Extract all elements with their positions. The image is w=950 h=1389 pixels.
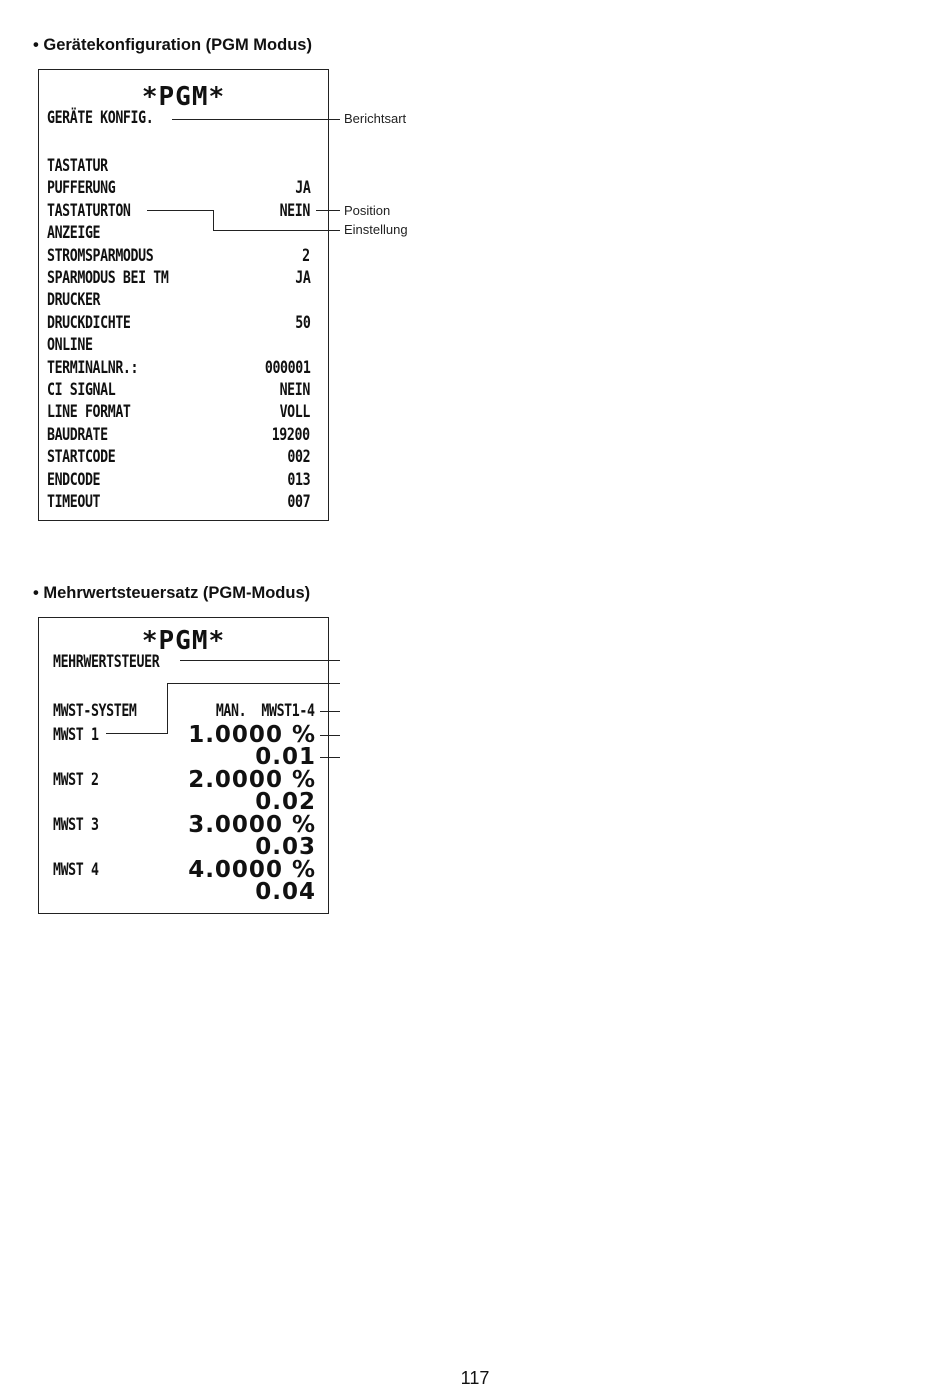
config-row-label: TASTATUR: [47, 156, 108, 176]
vat-rate: 1.0000 %: [188, 722, 316, 748]
vat-label: MWST 4: [53, 860, 99, 880]
section-heading-device-config: • Gerätekonfiguration (PGM Modus): [33, 36, 312, 54]
callout-setting: Einstellung: [344, 222, 408, 237]
section-heading-vat-rate: • Mehrwertsteuersatz (PGM-Modus): [33, 584, 311, 602]
config-row-value: 50: [294, 312, 310, 333]
config-row-label: DRUCKDICHTE: [47, 312, 131, 333]
vat-system-value: MAN. MWST1-4: [216, 701, 315, 721]
vat-label: MWST 1: [53, 725, 99, 745]
config-row-value: NEIN: [279, 200, 310, 221]
config-row-label: ANZEIGE: [47, 223, 101, 244]
config-row-value: NEIN: [279, 380, 310, 400]
vat-label: MWST 3: [53, 815, 99, 835]
config-row-value: 19200: [272, 424, 310, 445]
config-row-label: DRUCKER: [47, 290, 101, 311]
config-row-label: ENDCODE: [47, 469, 101, 490]
vat-rate: 4.0000 %: [188, 857, 316, 883]
callout-report-type: Berichtsart: [344, 111, 407, 126]
config-row-value: 002: [287, 447, 310, 468]
config-row-label: SPARMODUS BEI TM: [47, 268, 169, 288]
config-row-label: PUFFERUNG: [47, 178, 116, 199]
config-row-label: BAUDRATE: [47, 424, 108, 445]
config-row-label: TERMINALNR.:: [47, 357, 139, 378]
receipt-vat: [38, 617, 329, 914]
vat-rate: 3.0000 %: [188, 812, 316, 838]
report-type-label: MEHRWERTSTEUER: [53, 652, 160, 672]
leader-line-position-c: [213, 230, 340, 231]
vat-amount: 0.04: [255, 879, 316, 905]
config-row-label: TASTATURTON: [47, 200, 131, 221]
vat-rate: 2.0000 %: [188, 767, 316, 793]
config-row-value: 000001: [264, 357, 310, 378]
config-row-label: STROMSPARMODUS: [47, 245, 154, 266]
config-row-label: STARTCODE: [47, 447, 116, 468]
config-row-value: VOLL: [279, 402, 310, 423]
leader-line-position-b: [213, 210, 214, 230]
page-number: 117: [460, 1368, 490, 1388]
leader-line-report-type: [172, 119, 340, 120]
config-row-value: 007: [287, 492, 310, 512]
config-row-value: JA: [294, 268, 310, 288]
config-row-value: JA: [294, 178, 310, 199]
config-row-label: CI SIGNAL: [47, 380, 116, 400]
vat-amount: 0.01: [255, 744, 316, 770]
config-row-label: ONLINE: [47, 335, 93, 356]
leader-line-system-value: [320, 711, 340, 712]
config-row-label: LINE FORMAT: [47, 402, 131, 423]
receipt-title: *PGM*: [141, 82, 226, 112]
leader-line-setting: [316, 210, 340, 211]
vat-label: MWST 2: [53, 770, 99, 790]
callout-position: Position: [344, 203, 391, 218]
vat-amount: 0.02: [255, 789, 316, 815]
leader-line-position-2b: [167, 683, 168, 734]
leader-line-position-2c: [167, 683, 340, 684]
vat-system-label: MWST-SYSTEM: [53, 701, 137, 721]
config-row-label: TIMEOUT: [47, 492, 101, 512]
leader-line-position-a: [147, 210, 213, 211]
leader-line-rate: [320, 735, 340, 736]
receipt-device-config: [38, 69, 329, 521]
leader-line-amount: [320, 757, 340, 758]
leader-line-position-2a: [106, 733, 168, 734]
receipt-title: *PGM*: [141, 626, 226, 656]
leader-line-report-type-2: [180, 660, 340, 661]
config-row-value: 2: [302, 245, 310, 266]
vat-amount: 0.03: [255, 834, 316, 860]
report-type-label: GERÄTE KONFIG.: [47, 108, 154, 128]
config-row-value: 013: [287, 469, 310, 490]
